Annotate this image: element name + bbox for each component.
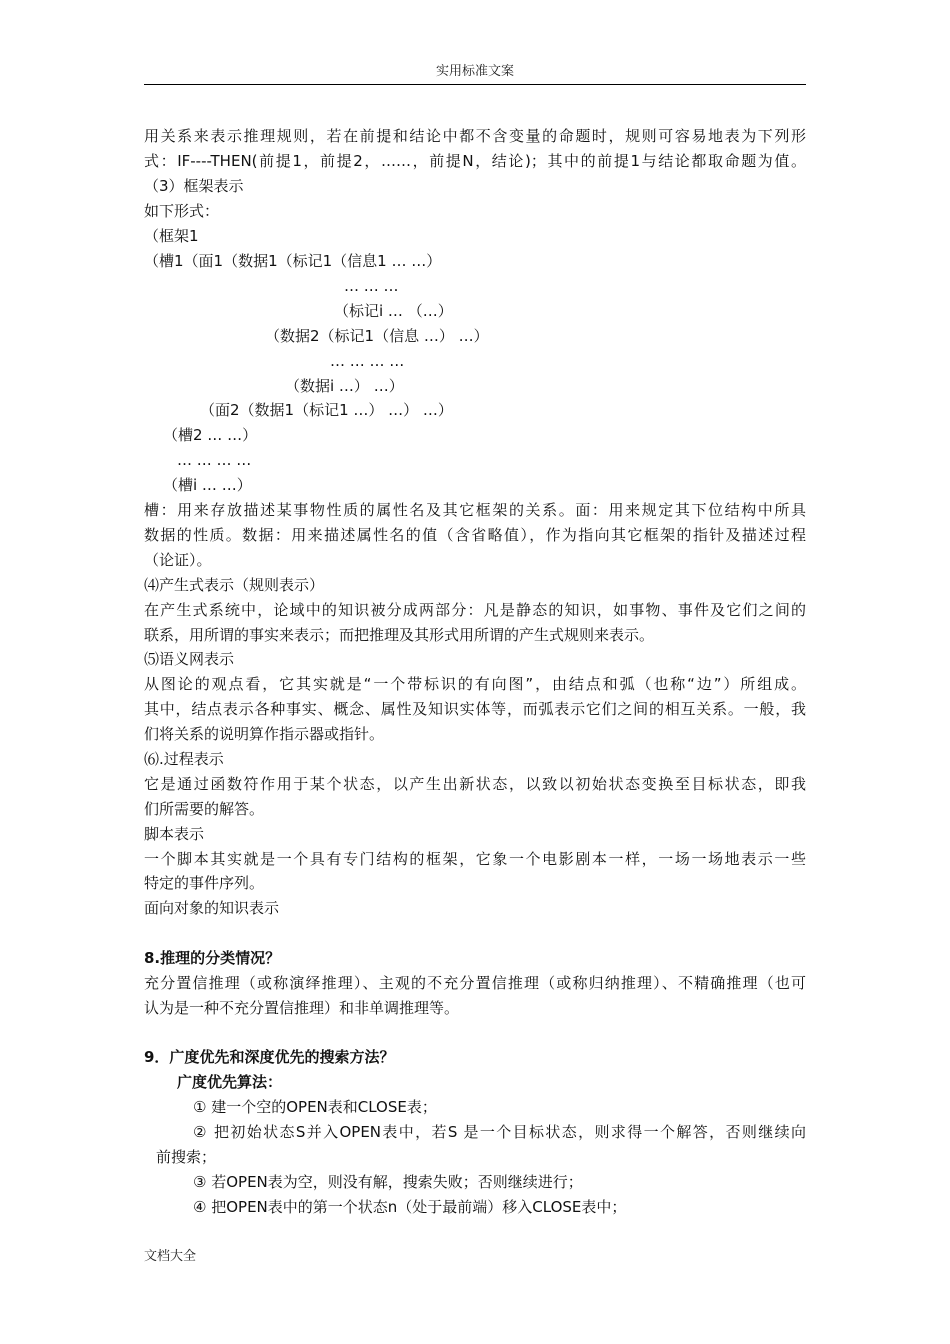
section-heading: （3）框架表示 [144,177,244,195]
paragraph-line: 用关系来表示推理规则，若在前提和结论中都不含变量的命题时，规则可容易地表为下列形 [144,127,806,145]
frame-structure-line: （标记i … （…） [334,302,453,320]
paragraph-line: 们所需要的解答。 [144,800,265,818]
paragraph-line: 认为是一种不充分置信推理）和非单调推理等。 [144,999,460,1017]
paragraph-line: 如下形式： [144,202,220,220]
paragraph-line: （论证）。 [144,551,212,569]
paragraph-line: 特定的事件序列。 [144,874,265,892]
algorithm-step: ③ 若OPEN表为空，则没有解，搜索失败；否则继续进行； [193,1173,583,1191]
section-heading: ⑹.过程表示 [144,750,224,768]
section-heading: 脚本表示 [144,825,205,843]
frame-structure-line: （框架1 [144,227,199,245]
page-footer: 文档大全 [144,1249,197,1264]
sub-heading: 广度优先算法： [177,1073,283,1091]
paragraph-line: 式：IF----THEN(前提1，前提2，……，前提N，结论)；其中的前提1与结论都取命题为值。 [144,152,806,170]
question-heading: 8.推理的分类情况？ [144,949,281,967]
paragraph-line: 在产生式系统中，论域中的知识被分成两部分：凡是静态的知识，如事物、事件及它们之间的 [144,601,806,619]
algorithm-step-continued: 前搜索； [156,1148,217,1166]
section-heading: 面向对象的知识表示 [144,899,280,917]
paragraph-line: 从图论的观点看，它其实就是“一个带标识的有向图”，由结点和弧（也称“边”）所组成。 [144,675,806,693]
section-heading: ⑷产生式表示（规则表示） [144,576,325,594]
frame-structure-line: （数据2（标记1（信息 …） …） [265,327,489,345]
page-header: 实用标准文案 [144,62,806,85]
paragraph-line: 一个脚本其实就是一个具有专门结构的框架，它象一个电影剧本一样，一场一场地表示一些 [144,850,806,868]
question-heading: 9．广度优先和深度优先的搜索方法？ [144,1048,395,1066]
paragraph-line: 联系，用所谓的事实来表示；而把推理及其形式用所谓的产生式规则来表示。 [144,626,655,644]
frame-structure-line: （槽1（面1（数据1（标记1（信息1 … …） [144,252,442,270]
section-heading: ⑸语义网表示 [144,650,235,668]
frame-structure-line: （槽2 … …） [163,426,258,444]
algorithm-step: ② 把初始状态S并入OPEN表中，若S 是一个目标状态，则求得一个解答，否则继续向 [193,1123,806,1141]
paragraph-line: 充分置信推理（或称演绎推理）、主观的不充分置信推理（或称归纳推理）、不精确推理（也可 [144,974,806,992]
frame-structure-line: （槽i … …） [163,476,252,494]
frame-structure-line: （数据i …） …） [285,377,404,395]
algorithm-step: ① 建一个空的OPEN表和CLOSE表； [193,1098,437,1116]
paragraph-line: 槽：用来存放描述某事物性质的属性名及其它框架的关系。面：用来规定其下位结构中所具 [144,501,806,519]
frame-structure-line: … … … [344,277,399,295]
paragraph-line: 数据的性质。数据：用来描述属性名的值（含省略值），作为指向其它框架的指针及描述过程 [144,526,806,544]
paragraph-line: 它是通过函数符作用于某个状态，以产生出新状态，以致以初始状态变换至目标状态，即我 [144,775,806,793]
paragraph-line: 其中，结点表示各种事实、概念、属性及知识实体等，而弧表示它们之间的相互关系。一般，我 [144,700,806,718]
frame-structure-line: … … … … [330,352,405,370]
algorithm-step: ④ 把OPEN表中的第一个状态n（处于最前端）移入CLOSE表中； [193,1198,627,1216]
frame-structure-line: … … … … [177,451,252,469]
frame-structure-line: （面2（数据1（标记1 …） …） …） [200,401,453,419]
paragraph-line: 们将关系的说明算作指示器或指针。 [144,725,385,743]
